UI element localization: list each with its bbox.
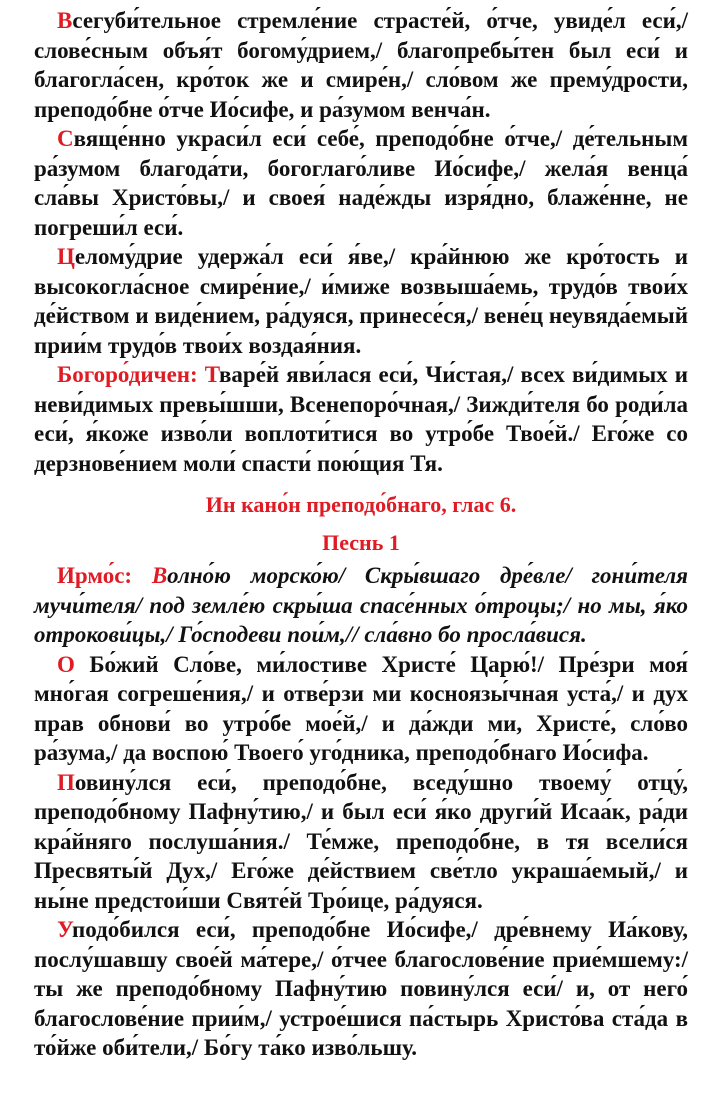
ode-heading: Песнь 1 — [322, 529, 400, 555]
drop-initial: Ц — [57, 244, 75, 269]
troparion-text: Бо́жий Сло́ве, ми́лостиве Христе́ Царю́!/ Пре́зри моя́ мно́гая согреше́ния,/ и отве́рзи ми косноязы́чная уста́,/ и дух прав обнови́ во утро́бе мое́й,/ и да́жди ми, Христе́, сло́во ра́зума,/ да воспою́ Твоего́ уго́дника, преподо́бнаго Ио́сифа. — [34, 651, 688, 765]
drop-initial: В — [151, 563, 168, 588]
troparion-2 — [34, 124, 688, 242]
drop-initial: П — [57, 769, 75, 795]
troparion-5 — [34, 768, 688, 916]
drop-initial: У — [57, 917, 72, 942]
irmos-label: Ирмо́с: — [57, 563, 152, 588]
troparion-text: сегуби́тельное стремле́ние страсте́й, о́тче, увиде́л еси́,/ слове́сным объя́т богому́дрием,/ благопребы́тен был еси́ и благогла́сен, кро́ток же и смире́н,/ сло́вом же прему́дрости, преподо́бне о́тче Ио́сифе, и ра́зумом венча́н. — [34, 8, 688, 122]
troparion-4 — [34, 650, 688, 768]
drop-initial: В — [57, 8, 73, 33]
drop-initial: О — [57, 651, 75, 677]
troparion-text: елому́дрие удержа́л еси́ я́ве,/ кра́йнюю же кро́тость и высокогла́сное смире́ние,/ и́миже возвыша́емь, трудо́в твои́х де́йством и виде́нием, ра́дуяся, принесе́ся,/ вене́ц неувяда́емый прии́м трудо́в твои́х воздая́ния. — [34, 244, 689, 358]
troparion-text: овину́лся еси́, преподо́бне, вседу́шно твоему́ отцу́, преподо́бному Пафну́тию,/ и был еси́ я́ко други́й Исаа́к, ра́ди кра́йняго послуша́ния./ Те́мже, преподо́бне, в тя всели́ся Пресвяты́й Дух,/ Его́же де́йствием све́тло украша́емый,/ и ны́не предстои́ши Святе́й Тро́ице, ра́дуяся. — [34, 769, 688, 913]
theotokion-label: Богоро́дичен: — [57, 362, 205, 387]
liturgical-text-page — [34, 6, 688, 1063]
troparion-text: вяще́нно украси́л еси́ себе́, преподо́бне о́тче,/ де́тельным ра́зумом благода́ти, богоглаго́ливе Ио́сифе,/ жела́я венца́ сла́вы Христо́вы,/ и своея́ наде́жды изря́дно, блаже́нне, не погреши́л еси́. — [34, 126, 688, 240]
troparion-1 — [34, 6, 688, 124]
theotokion — [34, 360, 688, 478]
troparion-text: подо́бился еси́, преподо́бне Ио́сифе,/ дре́внему Иа́кову, послу́шавшу свое́й ма́тере,/ о́тчее благослове́ние прие́мшему:/ ты же преподо́бному Пафну́тию повину́лся еси́/ и, от него́ благослове́ние прии́м,/ устрое́шися па́стырь Христо́ва ста́да в то́йже оби́тели,/ Бо́гу та́ко изво́льшу. — [34, 917, 688, 1060]
troparion-6 — [34, 915, 688, 1063]
drop-initial: С — [57, 126, 74, 151]
theotokion-text: варе́й яви́лася еси́, Чи́стая,/ всех ви́димых и неви́димых превы́шши, Всенепоро́чная,/ Зижди́теля бо роди́ла еси́, я́коже изво́ли воплоти́тися во утро́бе Твое́й./ Его́же со дерзнове́нием моли́ спасти́ пою́щия Тя. — [34, 362, 689, 476]
drop-initial: Т — [204, 362, 219, 387]
irmos — [34, 561, 688, 650]
canon-heading: Ин кано́н преподо́бнаго, глас 6. — [205, 492, 517, 517]
troparion-3 — [34, 242, 688, 360]
irmos-text: олно́ю морско́ю/ Скры́вшаго дре́вле/ гони́теля мучи́теля/ под земле́ю скры́ша спасе́нных о́троцы;/ но мы, я́ко отрокови́цы,/ Го́сподеви пои́м,// сла́вно бо просла́вися. — [34, 563, 688, 647]
